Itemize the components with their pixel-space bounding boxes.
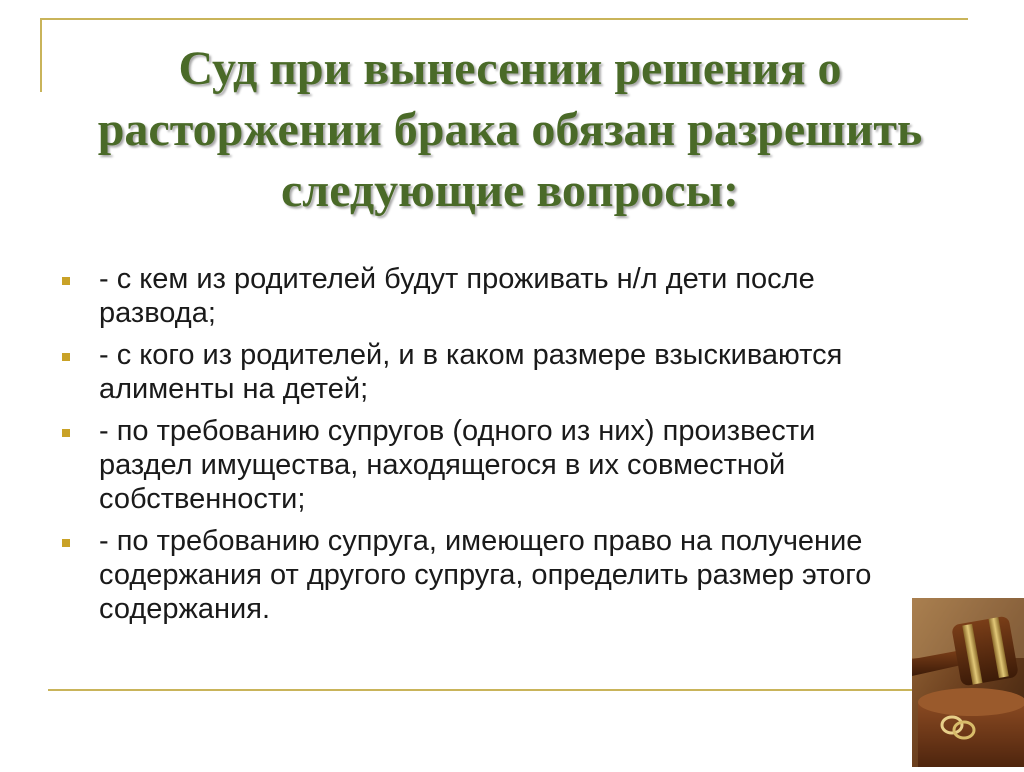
frame-top-line <box>40 18 968 20</box>
bullet-item <box>62 262 912 330</box>
bullet-text: - по требованию супруга, имеющего право на получение содержания от другого супруга, определить размер этого содержания. <box>99 525 872 625</box>
bullet-marker-icon <box>62 429 70 437</box>
gavel-with-rings-icon <box>912 598 1024 767</box>
bullet-item <box>62 524 912 626</box>
bullet-text: - с кого из родителей, и в каком размере взыскиваются алименты на детей; <box>99 339 843 405</box>
frame-bottom-line <box>48 689 916 691</box>
bullet-marker-icon <box>62 539 70 547</box>
bullet-list <box>62 262 912 634</box>
bullet-text: - по требованию супругов (одного из них) произвести раздел имущества, находящегося в их совместной собственности; <box>99 415 816 515</box>
bullet-item <box>62 414 912 516</box>
bullet-marker-icon <box>62 277 70 285</box>
frame-left-line <box>40 18 42 92</box>
bullet-text: - с кем из родителей будут проживать н/л дети после развода; <box>99 263 815 329</box>
bullet-item <box>62 338 912 406</box>
slide-title: Суд при вынесении решения о расторжении брака обязан разрешить следующие вопросы: <box>97 42 923 217</box>
bullet-marker-icon <box>62 353 70 361</box>
